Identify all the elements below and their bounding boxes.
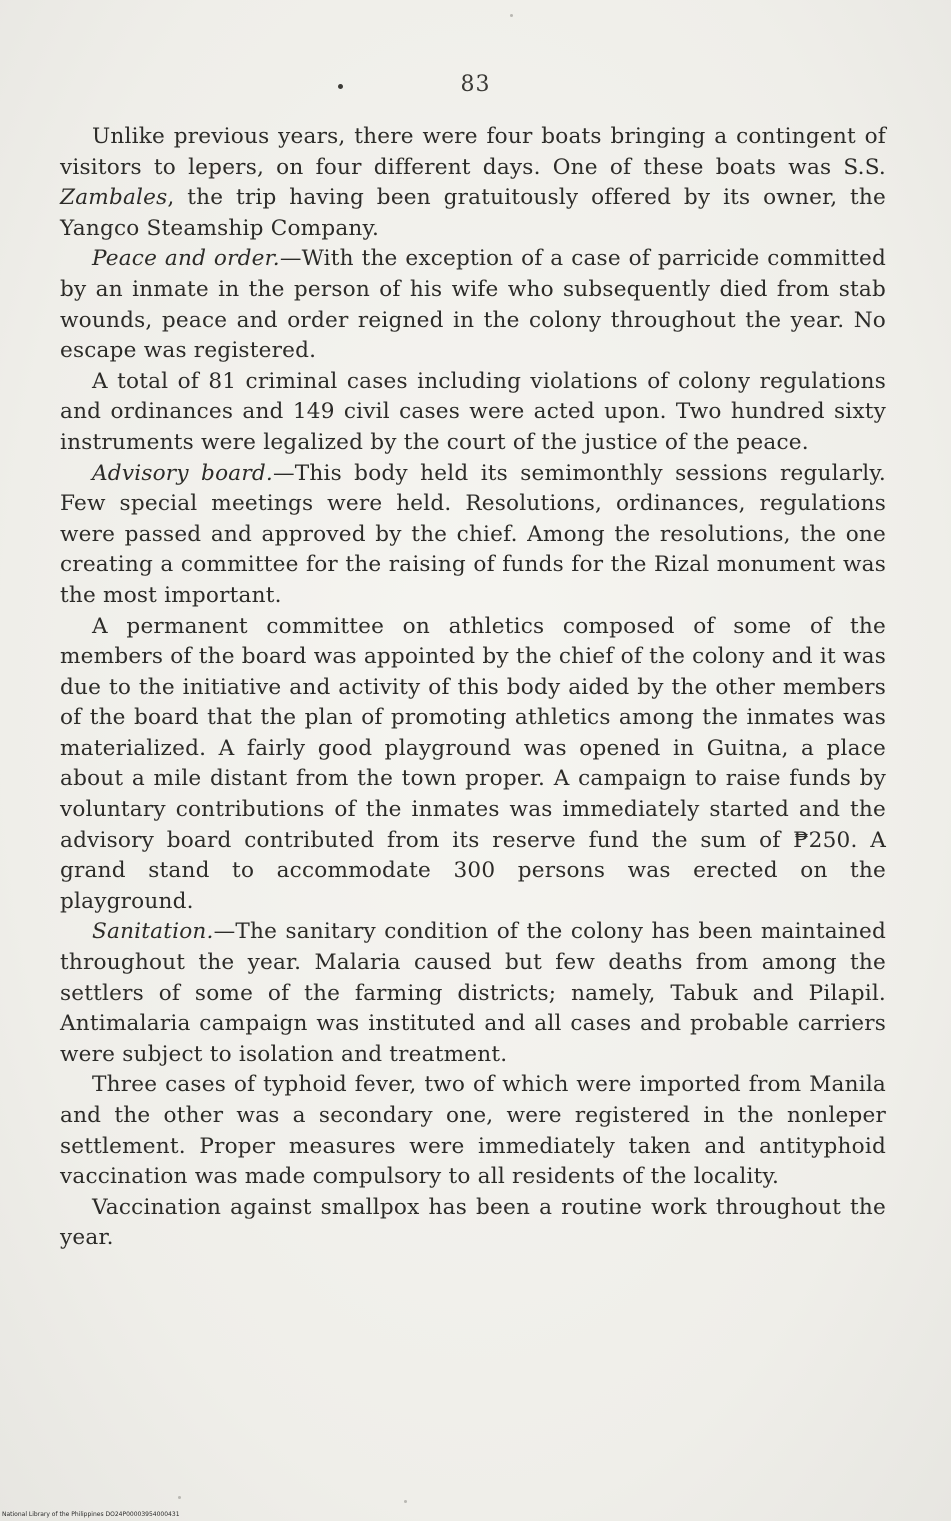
section-heading-advisory-board: Advisory board. — [92, 460, 273, 486]
paragraph-text: Three cases of typhoid fever, two of which were imported from Manila and the other was a secondary one, were registered in the nonleper settlement. Proper measures were immediately taken and antityphoid vaccination was made compulsory to all residents of the locality. — [60, 1072, 886, 1190]
paragraph-text: —The sanitary condition of the colony has been maintained throughout the year. Malaria caused but few deaths from among the settlers of some of the farming districts; namely, Tabuk and Pilapil. Antimalaria campaign was instituted and all cases and probable carriers were subject to isolation and treatment. — [60, 919, 886, 1067]
paragraph-sanitation — [60, 917, 886, 1070]
paragraph-text: —This body held its semimonthly sessions regularly. Few special meetings were held. Resolutions, ordinances, regulations were passed and approved by the chief. Among the resolutions, the one creating a committee for the raising of funds for the Rizal monument was the most important. — [60, 460, 886, 608]
paragraph-text-continued: , the trip having been gratuitously offered by its owner, the Yangco Steamship Company. — [60, 185, 886, 241]
paper-speck — [178, 1496, 181, 1499]
paragraph-text: Vaccination against smallpox has been a routine work throughout the year. — [60, 1194, 886, 1251]
paragraph-visitors — [60, 122, 886, 244]
page-number: 83 — [460, 72, 491, 97]
paper-speck — [510, 14, 513, 17]
paragraph-typhoid — [60, 1070, 886, 1192]
paragraph-advisory-board — [60, 459, 886, 612]
paragraph-smallpox — [60, 1193, 886, 1254]
paragraph-text: —With the exception of a case of parricide committed by an inmate in the person of his wife who subsequently died from stab wounds, peace and order reigned in the colony throughout the year. No escape was registered. — [60, 246, 887, 364]
footer-credit: National Library of the Philippines DO24P00003954000431 — [2, 1511, 180, 1518]
paper-speck — [404, 1500, 407, 1503]
paragraph-text: A total of 81 criminal cases including violations of colony regulations and ordinances and 149 civil cases were acted upon. Two hundred sixty instruments were legalized by the court of the justice of the peace. — [60, 368, 886, 455]
paragraph-peace-and-order — [60, 244, 886, 366]
paragraph-athletics — [60, 612, 886, 918]
body-text — [60, 122, 886, 1254]
section-heading-sanitation: Sanitation. — [92, 919, 214, 945]
ship-name: Zambales — [60, 185, 168, 211]
paragraph-criminal-cases — [60, 367, 886, 459]
section-heading-peace-and-order: Peace and order. — [92, 246, 280, 272]
paragraph-text: Unlike previous years, there were four boats bringing a contingent of visitors to lepers, on four different days. One of these boats was S.S. — [60, 124, 886, 180]
paragraph-text: A permanent committee on athletics composed of some of the members of the board was appointed by the chief of the colony and it was due to the initiative and activity of this body aided by the other members of the board that the plan of promoting athletics among the inmates was materialized. A fairly good playground was opened in Guitna, a place about a mile distant from the town proper. A campaign to raise funds by voluntary contributions of the inmates was immediately started and the advisory board contributed from its reserve fund the sum of ₱250. A grand stand to accommodate 300 persons was erected on the playground. — [60, 613, 886, 914]
